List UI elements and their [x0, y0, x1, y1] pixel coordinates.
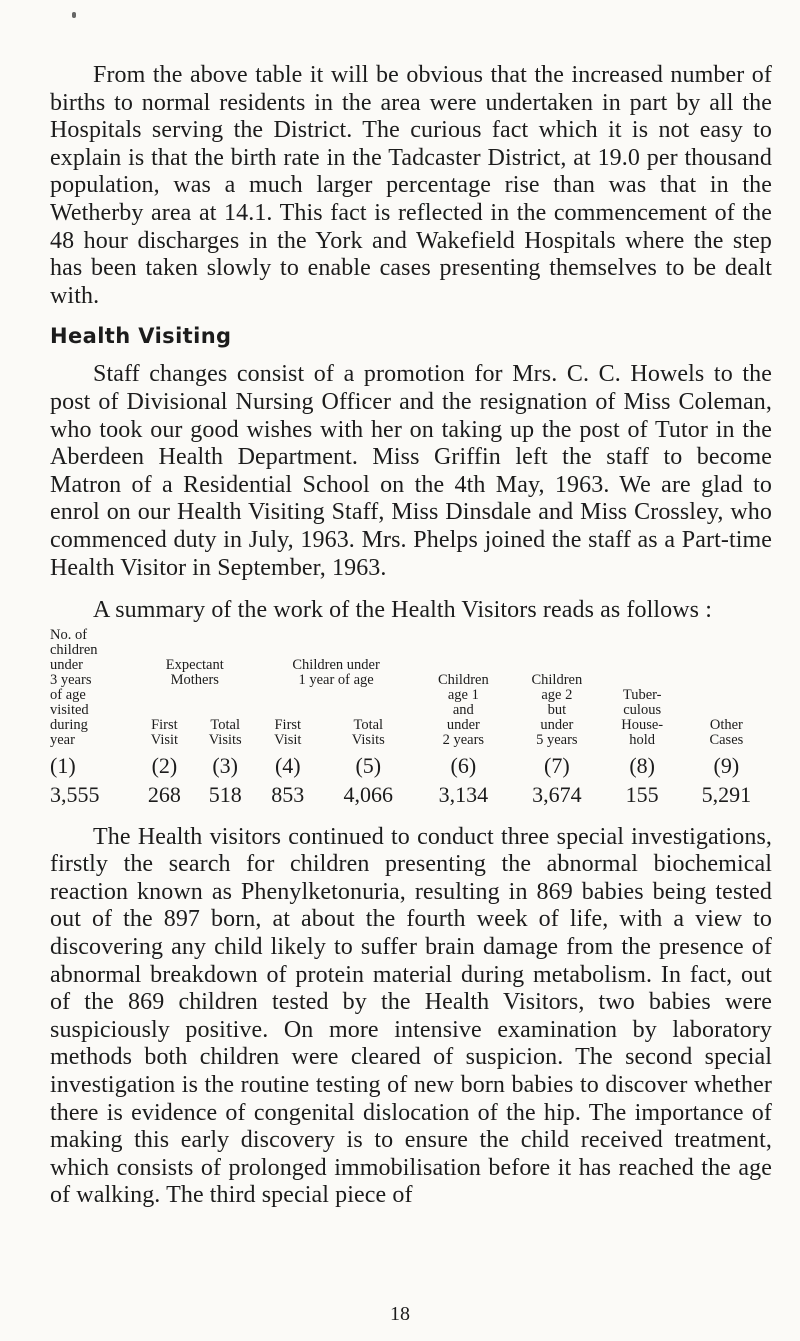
header-children-age-1: Children age 1 and under 2 years — [437, 671, 489, 748]
health-visitors-summary-table — [50, 628, 772, 808]
column-number: (4) — [274, 752, 301, 778]
column-number: (7) — [544, 752, 570, 778]
value-expectant-first-visit: 268 — [147, 781, 181, 807]
paragraph-births: From the above table it will be obvious that the increased number of births to normal residents in the area were undertaken in part by all the Hospitals serving the District. The curious fact which it is not easy to explain is that the birth rate in the Tadcaster District, at 19.0 per thousand population, was a much larger percentage rise than was that in the Wetherby area at 14.1. This fact is reflected in the commencement of the 48 hour discharges in the York and Wakefield Hospitals where the step has been taken slowly to enable cases presenting themselves to be dealt with. — [50, 62, 772, 309]
header-children-under-1: Children under 1 year of age — [292, 656, 380, 688]
value-expectant-total-visits: 518 — [208, 781, 242, 807]
speck-mark — [72, 12, 76, 18]
value-age-1-2: 3,134 — [438, 781, 489, 807]
value-tuberculous-household: 155 — [625, 781, 659, 807]
table-values-row — [50, 779, 772, 808]
column-number: (3) — [212, 752, 239, 778]
table-header-row — [50, 628, 772, 688]
value-age-2-5: 3,674 — [532, 781, 582, 807]
value-under1-total-visits: 4,066 — [343, 781, 394, 807]
paragraph-special-investigations: The Health visitors continued to conduct three special investigations, firstly the search for children presenting the abnormal biochemical reaction known as Phenylketonuria, resulting in 869 babies being tested out of the 897 born, at about the fourth week of life, with a view to discovering any child likely to suffer brain damage from the presence of abnormal breakdown of protein material during metabolism. In fact, out of the 869 children tested by the Health Visitors, two babies were suspiciously positive. On more intensive examination by laboratory methods both children were cleared of suspicion. The second special investigation is the routine testing of new born babies to discover whether there is evidence of congenital dislocation of the hip. The importance of making this early discovery is to ensure the child received treatment, which consists of prolonged immobilisation before it has reached the age of walking. The third special piece of — [50, 823, 772, 1209]
header-tuberculous-household: Tuber- culous House- hold — [621, 686, 664, 748]
column-number: (1) — [50, 752, 76, 778]
column-number: (8) — [629, 752, 655, 778]
table-column-number-row — [50, 748, 772, 779]
column-number: (5) — [355, 752, 382, 778]
header-under1-total-visits: Total Visits — [351, 716, 385, 748]
header-expectant-mothers: Expectant Mothers — [165, 656, 224, 688]
column-number: (2) — [151, 752, 178, 778]
value-children-visited: 3,555 — [50, 781, 100, 807]
page-number: 18 — [390, 1303, 410, 1325]
column-number: (6) — [450, 752, 477, 778]
header-children-under-3: No. of children under 3 years of age visited during year — [50, 626, 98, 748]
paragraph-staff-changes: Staff changes consist of a promotion for Mrs. C. C. Howels to the post of Divisional Nursing Officer and the resignation of Miss Coleman, who took our good wishes with her on taking up the post of Tutor in the Aberdeen Health Department. Miss Griffin left the staff to become Matron of a Residential School on the 4th May, 1963. We are glad to enrol on our Health Visiting Staff, Miss Dinsdale and Miss Crossley, who commenced duty in July, 1963. Mrs. Phelps joined the staff as a Part-time Health Visitor in September, 1963. — [50, 361, 772, 581]
header-expectant-first-visit: First Visit — [150, 716, 179, 748]
section-heading-health-visiting: Health Visiting — [50, 324, 232, 349]
value-under1-first-visit: 853 — [271, 781, 305, 807]
paragraph-summary-intro: A summary of the work of the Health Visitors reads as follows : — [93, 597, 712, 624]
value-other-cases: 5,291 — [701, 781, 752, 807]
column-number: (9) — [713, 752, 740, 778]
document-page — [50, 62, 772, 1210]
header-other-cases: Other Cases — [709, 716, 744, 748]
header-expectant-total-visits: Total Visits — [208, 716, 242, 748]
header-under1-first-visit: First Visit — [274, 716, 302, 748]
header-children-age-2: Children age 2 but under 5 years — [531, 671, 583, 748]
